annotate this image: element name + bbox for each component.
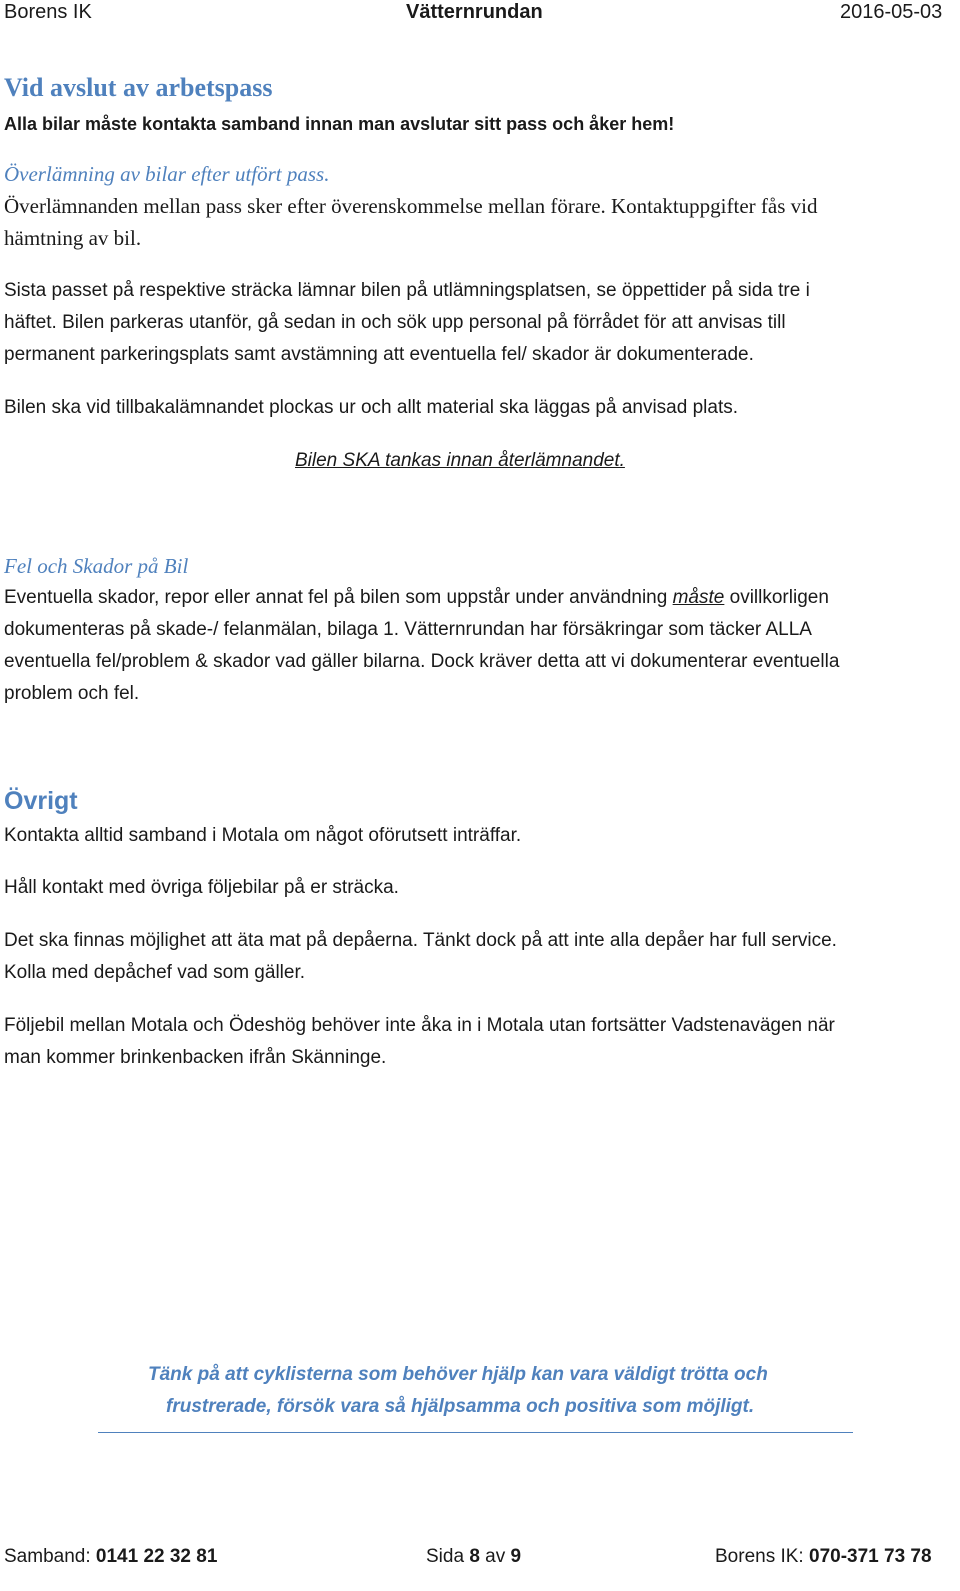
footer-club-contact [715,1545,932,1569]
paragraph-text: hämtning av bil. [4,226,142,250]
paragraph-text: problem och fel. [4,683,140,704]
paragraph-text: Det ska finnas möjlighet att äta mat på depåerna. Tänkt dock på att inte alla depåer har full service. [4,930,837,951]
bold-notice: Alla bilar måste kontakta samband innan man avslutar sitt pass och åker hem! [4,114,675,134]
paragraph-text: Sista passet på respektive sträcka lämnar bilen på utlämningsplatsen, se öppettider på sida tre i [4,280,810,301]
callout-divider [98,1432,853,1433]
paragraph-text: Håll kontakt med övriga följebilar på er sträcka. [4,877,399,898]
paragraph-text: eventuella fel/problem & skador vad gäller bilarna. Dock kräver detta att vi dokumenterar eventuella [4,651,840,672]
paragraph-text: Eventuella skador, repor eller annat fel på bilen som uppstår under användning [4,587,673,608]
paragraph-text: permanent parkeringsplats samt avstämning att eventuella fel/ skador är dokumenterade. [4,344,754,365]
page-total: 9 [510,1546,522,1567]
paragraph-text: dokumenteras på skade-/ felanmälan, bilaga 1. Vätternrundan har försäkringar som täcker ALLA [4,619,812,640]
callout-line-1: Tänk på att cyklisterna som behöver hjälp kan vara väldigt trötta och [148,1364,768,1385]
emphasis-must: måste [672,587,725,608]
header-date: 2016-05-03 [840,1,943,23]
footer-contact-number: 0141 22 32 81 [95,1546,218,1567]
paragraph-text: Bilen ska vid tillbakalämnandet plockas ur och allt material ska läggas på anvisad plats. [4,397,739,418]
paragraph-text: Kontakta alltid samband i Motala om något oförutsett inträffar. [4,825,522,846]
page-current: 8 [469,1546,480,1567]
header-left: Borens IK [4,1,92,23]
section-heading-other: Övrigt [4,787,78,815]
page-label: Sida [426,1546,470,1567]
subheading-handover: Överlämning av bilar efter utfört pass. [4,162,330,186]
damage-line-1 [4,586,829,610]
paragraph-text: häftet. Bilen parkeras utanför, gå sedan in och sök upp personal på förrådet för att anvisas till [4,312,786,333]
footer-club-number: 070-371 73 78 [809,1546,932,1567]
paragraph-text: Kolla med depåchef vad som gäller. [4,962,306,983]
paragraph-text: man kommer brinkenbacken ifrån Skänninge. [4,1047,387,1068]
callout-line-2: frustrerade, försök vara så hjälpsamma och positiva som möjligt. [166,1396,755,1417]
section-heading-end-of-shift: Vid avslut av arbetspass [4,73,273,102]
paragraph-text: ovillkorligen [724,587,829,608]
page-of: av [479,1546,511,1567]
footer-contact [4,1545,217,1569]
section-heading-damage: Fel och Skador på Bil [4,554,189,578]
refuel-notice: Bilen SKA tankas innan återlämnandet. [295,450,625,471]
header-title: Vätternrundan [406,1,543,23]
paragraph-text: Följebil mellan Motala och Ödeshög behöver inte åka in i Motala utan fortsätter Vadstenavägen när [4,1015,835,1036]
footer-club-label: Borens IK: [715,1546,809,1567]
paragraph-text: Överlämnanden mellan pass sker efter överenskommelse mellan förare. Kontaktuppgifter fås vid [4,194,818,218]
footer-page-number [426,1545,521,1569]
footer-contact-label: Samband: [4,1546,96,1567]
